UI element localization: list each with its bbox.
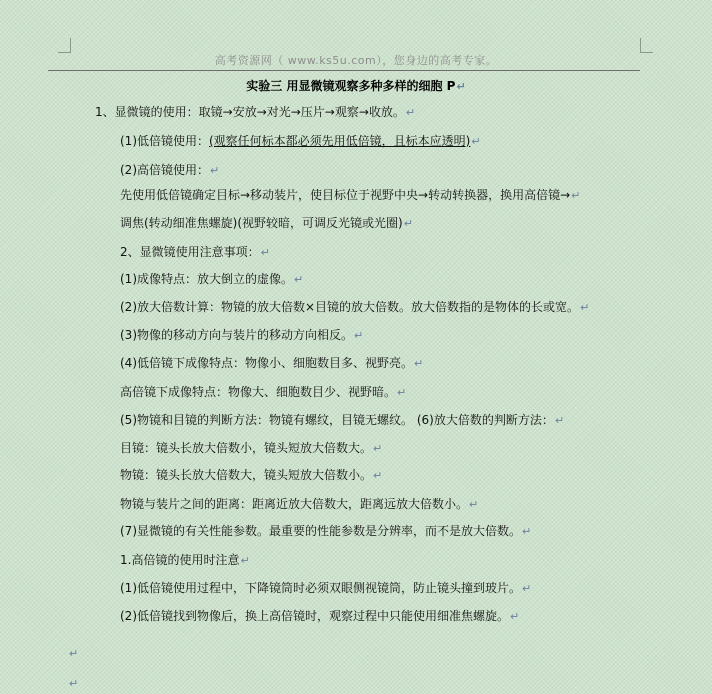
body-line-text: (3)物像的移动方向与装片的移动方向相反。 <box>120 328 353 342</box>
empty-paragraph <box>68 675 78 692</box>
body-line-text: (5)物镜和目镜的判断方法：物镜有螺纹，目镜无螺纹。 (6)放大倍数的判断方法： <box>120 413 554 427</box>
empty-paragraph <box>68 645 78 662</box>
body-line-text: 高倍镜下成像特点：物像大、细胞数目少、视野暗。 <box>120 385 397 399</box>
body-line-text: 物镜：镜头长放大倍数大，镜头短放大倍数小。 <box>120 468 373 482</box>
body-line <box>120 355 423 372</box>
paragraph-mark-icon: ↵ <box>69 647 79 660</box>
body-line <box>120 580 531 597</box>
body-line <box>95 104 415 121</box>
page-header-text: 高考资源网（ www.ks5u.com），您身边的高考专家。 <box>214 54 498 67</box>
body-line <box>120 467 382 484</box>
body-line-text: (1)成像特点：放大倒立的虚像。 <box>120 272 293 286</box>
paragraph-mark-icon: ↵ <box>571 189 581 202</box>
body-line-text: 物镜与装片之间的距离：距离近放大倍数大，距离远放大倍数小。 <box>120 497 469 511</box>
paragraph-mark-icon: ↵ <box>294 273 304 286</box>
page-header <box>0 52 712 68</box>
body-line-text: 2、显微镜使用注意事项： <box>120 245 260 259</box>
crop-mark-top-right <box>640 38 653 53</box>
body-line-text: (1)低倍镜使用过程中，下降镜筒时必须双眼侧视镜筒，防止镜头撞到玻片。 <box>120 581 522 595</box>
body-line <box>120 187 580 204</box>
body-line <box>120 162 219 179</box>
crop-mark-top-left <box>58 38 71 53</box>
paragraph-mark-icon: ↵ <box>373 469 383 482</box>
header-rule <box>48 70 640 71</box>
paragraph-mark-icon: ↵ <box>510 610 520 623</box>
body-line-text: 1.高倍镜的使用时注意 <box>120 553 240 567</box>
body-line-text: 先使用低倍镜确定目标→移动装片，使目标位于视野中央→转动转换器，换用高倍镜→ <box>120 188 571 202</box>
body-line-text: (4)低倍镜下成像特点：物像小、细胞数目多、视野亮。 <box>120 356 414 370</box>
page-title-text: 实验三 用显微镜观察多种多样的细胞 <box>246 79 443 93</box>
paragraph-mark-icon: ↵ <box>397 386 407 399</box>
paragraph-mark-icon: ↵ <box>456 80 466 93</box>
body-line <box>120 384 406 401</box>
paragraph-mark-icon: ↵ <box>522 582 532 595</box>
body-line <box>120 215 413 232</box>
body-line <box>120 523 531 540</box>
page-title <box>0 77 712 94</box>
body-line-text: 目镜：镜头长放大倍数小，镜头短放大倍数大。 <box>120 441 373 455</box>
body-line <box>120 133 481 150</box>
paragraph-mark-icon: ↵ <box>240 554 250 567</box>
body-line-text: (2)高倍镜使用： <box>120 163 209 177</box>
paragraph-mark-icon: ↵ <box>403 217 413 230</box>
body-line-text: (2)放大倍数计算：物镜的放大倍数×目镜的放大倍数。放大倍数指的是物体的长或宽。 <box>120 300 580 314</box>
body-line <box>120 608 519 625</box>
paragraph-mark-icon: ↵ <box>471 135 481 148</box>
paragraph-mark-icon: ↵ <box>469 498 479 511</box>
paragraph-mark-icon: ↵ <box>580 301 590 314</box>
body-line <box>120 440 382 457</box>
paragraph-mark-icon: ↵ <box>373 442 383 455</box>
body-line <box>120 412 564 429</box>
body-line-text: (1)低倍镜使用： <box>120 134 209 148</box>
body-line <box>120 299 589 316</box>
body-line-text: 1、显微镜的使用：取镜→安放→对光→压片→观察→收放。 <box>95 105 405 119</box>
paragraph-mark-icon: ↵ <box>354 329 364 342</box>
body-line <box>120 327 363 344</box>
body-line-text: (2)低倍镜找到物像后，换上高倍镜时，观察过程中只能使用细准焦螺旋。 <box>120 609 510 623</box>
paragraph-mark-icon: ↵ <box>69 677 79 690</box>
body-line <box>120 271 303 288</box>
paragraph-mark-icon: ↵ <box>554 414 565 427</box>
body-line-text: 调焦(转动细准焦螺旋)(视野较暗，可调反光镜或光圈) <box>120 216 403 230</box>
paragraph-mark-icon: ↵ <box>405 106 416 119</box>
body-line <box>120 244 270 261</box>
page-title-suffix: P <box>446 79 456 93</box>
body-line-text: (7)显微镜的有关性能参数。最重要的性能参数是分辨率，而不是放大倍数。 <box>120 524 522 538</box>
paragraph-mark-icon: ↵ <box>210 164 220 177</box>
body-line <box>120 552 250 569</box>
paragraph-mark-icon: ↵ <box>522 525 532 538</box>
paragraph-mark-icon: ↵ <box>260 246 270 259</box>
body-line <box>120 496 478 513</box>
body-line-underlined-text: (观察任何标本都必须先用低倍镜，且标本应透明) <box>209 134 471 148</box>
paragraph-mark-icon: ↵ <box>414 357 424 370</box>
